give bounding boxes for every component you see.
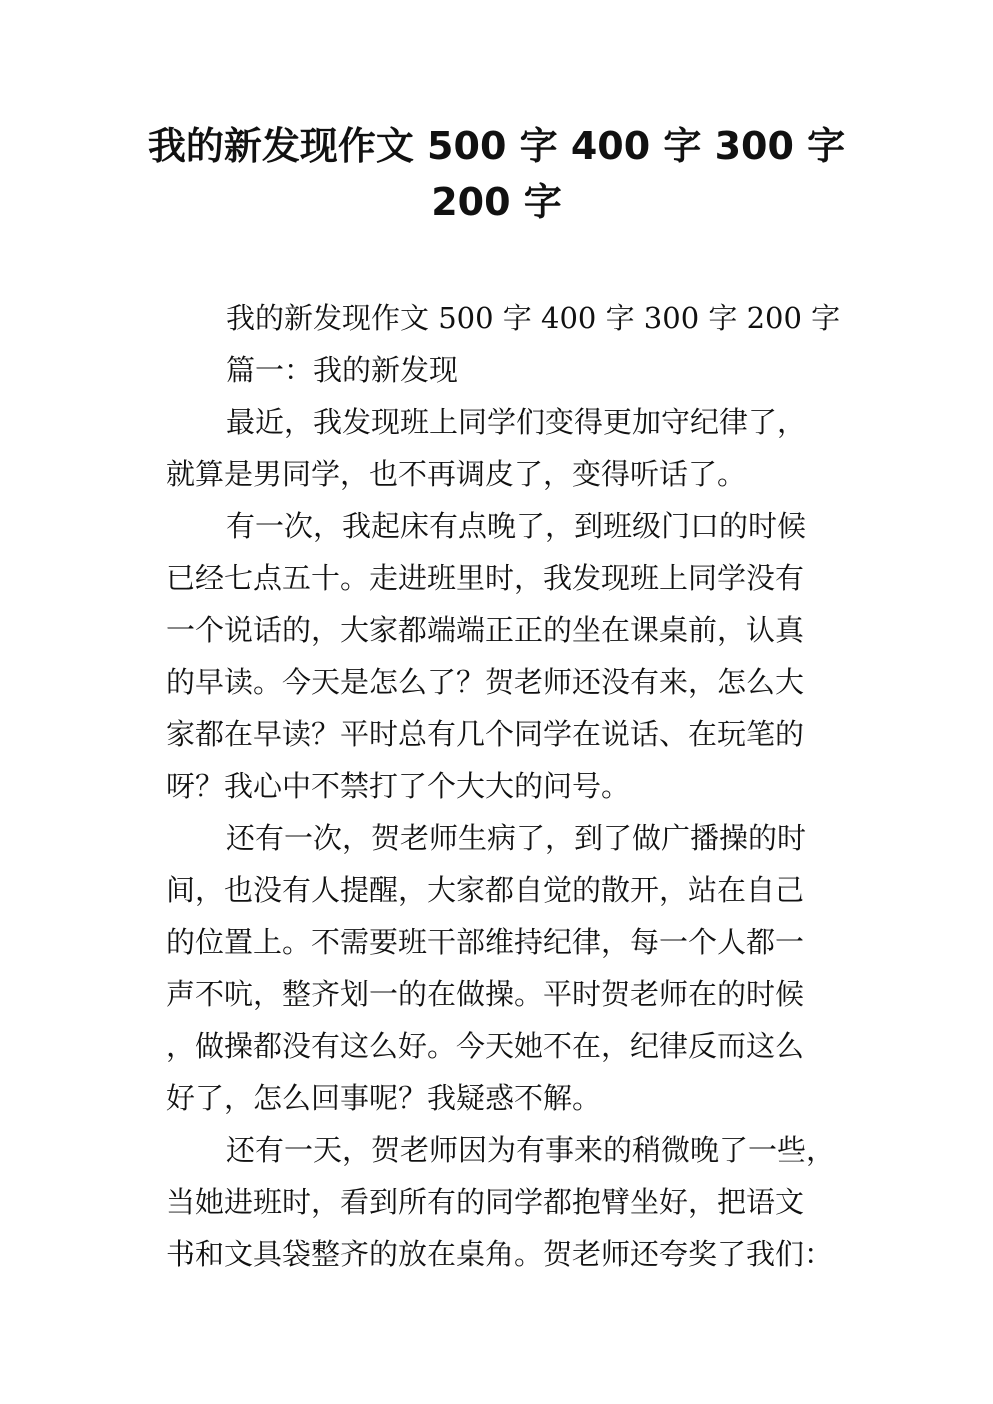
text-line: 呀？我心中不禁打了个大大的问号。 bbox=[166, 769, 631, 803]
title-line-2: 200 字 bbox=[431, 180, 562, 224]
paragraph-4 bbox=[166, 1124, 838, 1280]
text-line: 间，也没有人提醒，大家都自觉的散开，站在自己 bbox=[166, 873, 805, 907]
section-heading bbox=[166, 344, 838, 396]
paragraph-3 bbox=[166, 812, 838, 1124]
text-line: 家都在早读？平时总有几个同学在说话、在玩笔的 bbox=[166, 717, 805, 751]
text-line: 好了，怎么回事呢？我疑惑不解。 bbox=[166, 1081, 602, 1115]
paragraph-1 bbox=[166, 396, 838, 500]
text-line: 一个说话的，大家都端端正正的坐在课桌前，认真 bbox=[166, 613, 805, 647]
text-line: 的早读。今天是怎么了？贺老师还没有来，怎么大 bbox=[166, 665, 805, 699]
paragraph-2 bbox=[166, 500, 838, 812]
document-body bbox=[166, 292, 841, 1280]
text-line: 还有一天，贺老师因为有事来的稍微晚了一些， bbox=[226, 1133, 836, 1167]
text-line: 书和文具袋整齐的放在桌角。贺老师还夸奖了我们： bbox=[166, 1237, 834, 1271]
text-line: 最近，我发现班上同学们变得更加守纪律了， bbox=[226, 405, 807, 439]
text-line: 就算是男同学，也不再调皮了，变得听话了。 bbox=[166, 457, 747, 491]
text-line: 篇一：我的新发现 bbox=[226, 353, 459, 387]
text-line: 我的新发现作文 500 字 400 字 300 字 200 字 bbox=[226, 301, 841, 335]
text-line: 还有一次，贺老师生病了，到了做广播操的时 bbox=[226, 821, 807, 855]
title-line-1: 我的新发现作文 500 字 400 字 300 字 bbox=[147, 124, 846, 168]
text-line: ，做操都没有这么好。今天她不在，纪律反而这么 bbox=[166, 1029, 805, 1063]
text-line: 有一次，我起床有点晚了，到班级门口的时候 bbox=[226, 509, 807, 543]
document-title bbox=[120, 118, 873, 230]
subtitle-paragraph bbox=[166, 292, 841, 344]
text-line: 已经七点五十。走进班里时，我发现班上同学没有 bbox=[166, 561, 805, 595]
text-line: 声不吭，整齐划一的在做操。平时贺老师在的时候 bbox=[166, 977, 805, 1011]
text-line: 的位置上。不需要班干部维持纪律，每一个人都一 bbox=[166, 925, 805, 959]
text-line: 当她进班时，看到所有的同学都抱臂坐好，把语文 bbox=[166, 1185, 805, 1219]
